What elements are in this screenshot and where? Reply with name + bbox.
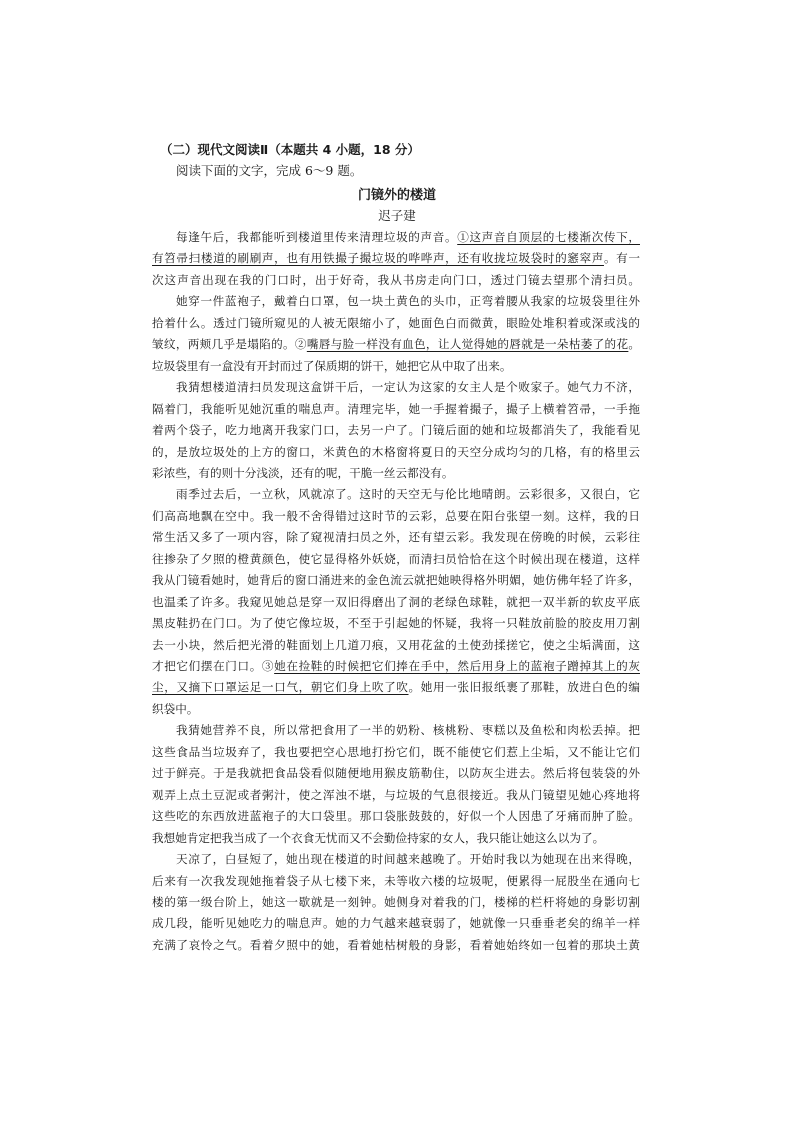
line-text: 才把它们摆在门口。③ [152, 659, 275, 673]
line-text: 她穿一件蓝袍子，戴着白口罩，包一块土黄色的头巾，正弯着腰从我家的垃圾袋里往外 [176, 294, 640, 309]
line-text: 彩浓些，有的则十分浅淡，还有的呢，干脆一丝云都没有。 [152, 465, 454, 480]
text-line [152, 357, 640, 375]
text-line [152, 249, 640, 267]
line-text: 常生活又多了一项内容，除了窥视清扫员之外，还有望云彩。我发现在傍晚的时候，云彩往 [152, 530, 640, 545]
text-line [152, 464, 640, 482]
text-line [152, 528, 640, 546]
text-line [152, 700, 640, 718]
text-line [152, 893, 640, 911]
line-text: 楼的第一级台阶上，她这一歇就是一刻钟。她侧身对着我的门，楼梯的栏杆将她的身影切割 [152, 894, 640, 909]
line-text: 着两个袋子，吃力地离开我家门口，去另一户了。门镜后面的她和垃圾都消失了，我能看见 [152, 423, 640, 438]
line-text: 皱纹，两颊几乎是塌陷的。② [152, 337, 307, 352]
line-text: 也温柔了许多。我窥见她总是穿一双旧得磨出了洞的老绿色球鞋，就把一双半新的软皮平底 [152, 594, 640, 609]
article-title: 门镜外的楼道 [357, 188, 436, 203]
underlined-phrase: 她在捡鞋的时候把它们捧在手中，然后用身上的蓝袍子蹭掉其上的灰 [274, 659, 640, 673]
text-line [152, 550, 640, 568]
text-line [152, 507, 640, 525]
line-text: 织袋中。 [152, 701, 199, 716]
line-text: 的，是放垃圾处的上方的窗口，米黄色的木格窗将夏日的天空分成均匀的几格，有的格里云 [152, 444, 640, 459]
text-line [152, 678, 640, 696]
line-text: 天凉了，白昼短了，她出现在楼道的时间越来越晚了。开始时我以为她现在出来得晚， [176, 852, 640, 867]
line-text: 隔着门，我能听见她沉重的喘息声。清理完毕，她一手握着撮子，撮子上横着笤帚，一手拖 [152, 401, 640, 416]
text-line [152, 271, 640, 289]
line-text: 次这声音出现在我的门口时，出于好奇，我从书房走向门口，透过门镜去望那个清扫员。 [152, 272, 640, 287]
line-text: 这些食品当垃圾弃了，我也要把空心思地打扮它们，既不能使它们惹上尘垢，又不能让它们 [152, 744, 640, 759]
line-text: 。 [628, 337, 640, 352]
text-line [152, 829, 640, 847]
text-line [152, 764, 640, 782]
line-text: 去一小块，然后把光滑的鞋面划上几道刀痕，又用花盆的土使劲揉搓它，使之尘垢满面，这 [152, 637, 640, 652]
line-text: 这些吃的东西放进蓝袍子的大口袋里。那口袋胀鼓鼓的，好似一个人因患了牙痛而肿了脸。 [152, 809, 640, 824]
text-line [152, 657, 640, 675]
line-text: 们高高地飘在空中。我一般不舍得错过这时节的云彩，总要在阳台张望一刻。这样，我的日 [152, 508, 640, 523]
text-line [152, 914, 640, 932]
line-text: 垃圾袋里有一盒没有开封而过了保质期的饼干，她把它从中取了出来。 [152, 358, 512, 373]
text-line [152, 421, 640, 439]
line-text: 往掺杂了夕照的橙黄颜色，使它显得格外妖娆，而清扫员恰恰在这个时候出现在楼道，这样 [152, 551, 640, 566]
line-text: 雨季过去后，一立秋，风就凉了。这时的天空无与伦比地晴朗。云彩很多，又很白，它 [176, 487, 640, 502]
line-text: 黑皮鞋扔在门口。为了使它像垃圾，不至于引起她的怀疑，我将一只鞋放前脸的胶皮用刀割 [152, 616, 640, 631]
text-line [152, 636, 640, 654]
text-line [176, 850, 640, 868]
line-text: 。有一 [603, 251, 640, 266]
text-line [152, 786, 640, 804]
line-text: 我从门镜看她时，她背后的窗口涌进来的金色流云就把她映得格外明媚，她仿佛年轻了许多， [152, 573, 640, 588]
article-author: 迟子建 [378, 208, 416, 223]
line-text: 过于鲜亮。于是我就把食品袋看似随便地用猴皮筋勒住，以防灰尘进去。然后将包装袋的外 [152, 766, 640, 781]
line-text: 每逢午后，我都能听到楼道里传来清理垃圾的声音。 [176, 230, 458, 244]
text-line [152, 400, 640, 418]
line-text: 我想她肯定把我当成了一个衣食无忧而又不会勤俭持家的女人，我只能让她这么以为了。 [152, 830, 605, 845]
underlined-phrase: ①这声音自顶层的七楼渐次传下， [457, 230, 640, 244]
underlined-phrase: 嘴唇与脸一样没有血色，让人觉得她的唇就是一朵枯萎了的花 [306, 337, 629, 352]
text-line [176, 721, 640, 739]
text-line [176, 378, 640, 396]
line-text: 我猜想楼道清扫员发现这盒饼干后，一定认为这家的女主人是个败家子。她气力不济， [176, 380, 640, 395]
text-line [152, 443, 640, 461]
text-line [152, 743, 640, 761]
text-line [152, 807, 640, 825]
line-text: 充满了哀怜之气。看着夕照中的她，看着她枯树般的身影，看着她始终如一包着的那块土黄 [152, 937, 640, 952]
underlined-phrase: 有笤帚扫楼道的刷刷声，也有用铁撮子撮垃圾的哗哗声，还有收拢垃圾袋时的窸窣声 [152, 251, 604, 266]
text-line [176, 228, 640, 246]
text-line [152, 335, 640, 353]
text-line [152, 936, 640, 954]
text-line [152, 571, 640, 589]
text-line [176, 292, 640, 310]
text-line [152, 872, 640, 890]
underlined-phrase: 尘，又摘下口罩运足一口气，朝它们身上吹了吹 [152, 680, 409, 695]
text-line [152, 614, 640, 632]
text-line [176, 485, 640, 503]
line-text: 我猜她营养不良，所以常把食用了一半的奶粉、核桃粉、枣糕以及鱼松和肉松丢掉。把 [176, 723, 640, 738]
line-text: 。她用一张旧报纸裹了那鞋，放进白色的编 [408, 680, 640, 695]
line-text: 后来有一次我发现她拖着袋子从七楼下来，未等收六楼的垃圾呢，便累得一屁股坐在通向七 [152, 873, 640, 888]
line-text: 成几段，能听见她吃力的喘息声。她的力气越来越衰弱了，她就像一只垂垂老矣的绵羊一样 [152, 916, 640, 931]
line-text: 观弄上点土豆泥或者粥汁，使之浑浊不堪，与垃圾的气息很接近。我从门镜望见她心疼地将 [152, 787, 640, 802]
reading-instruction: 阅读下面的文字，完成 6～9 题。 [176, 163, 363, 178]
line-text: 拾着什么。透过门镜所窥见的人被无限缩小了，她面色白而微黄，眼睑处堆积着或深或浅的 [152, 315, 640, 330]
text-line [152, 314, 640, 332]
section-title: （二）现代文阅读Ⅱ（本题共 4 小题，18 分） [160, 142, 420, 157]
text-line [152, 593, 640, 611]
